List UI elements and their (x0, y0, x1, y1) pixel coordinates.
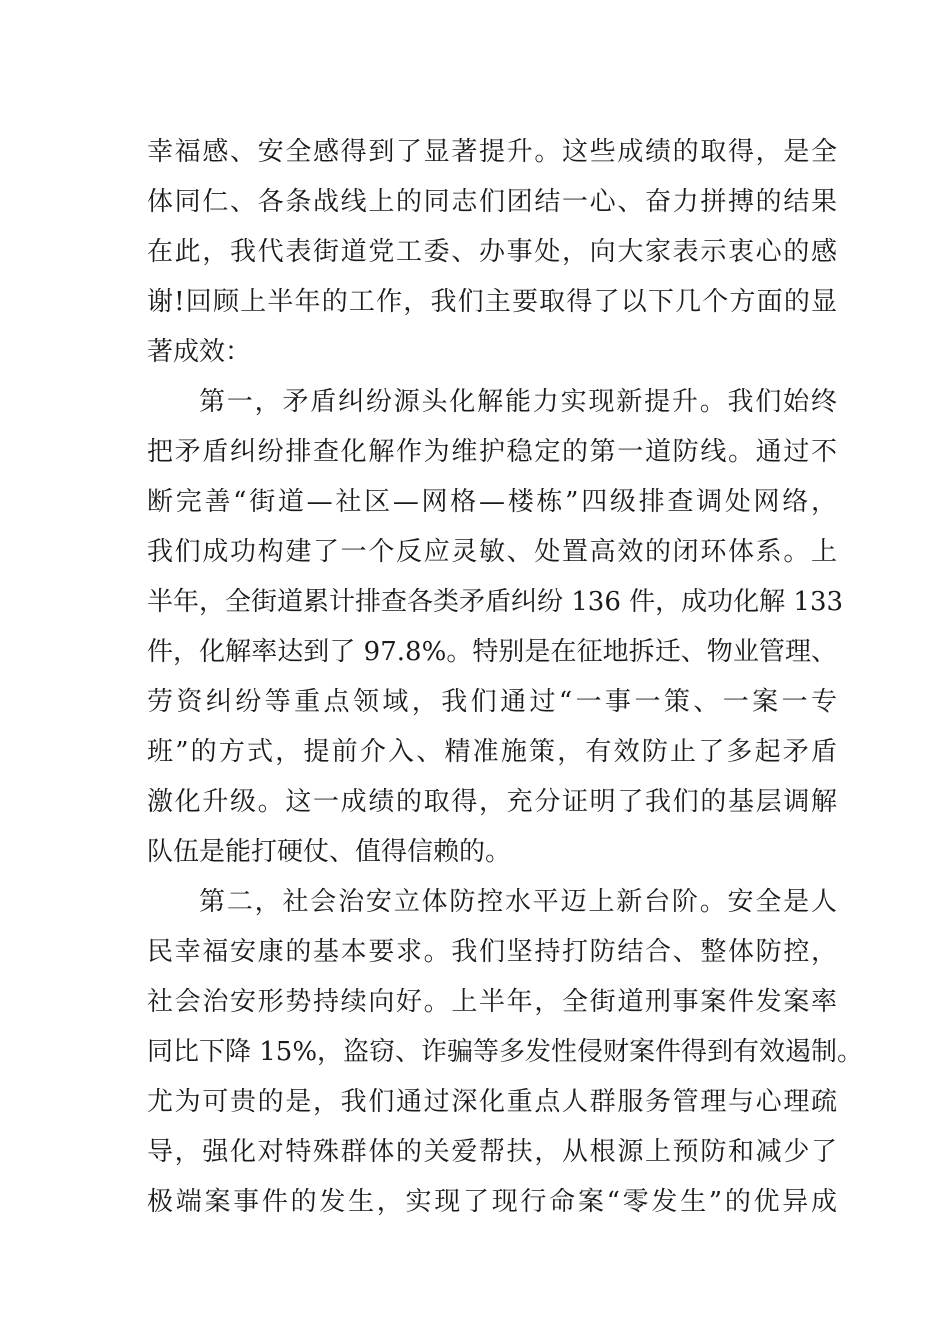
paragraph-start-line: 第一，矛盾纠纷源头化解能力实现新提升。我们始终 (199, 387, 837, 417)
body-text (147, 127, 864, 1227)
text-line: 在此，我代表街道党工委、办事处，向大家表示衷心的感 (147, 237, 837, 267)
paragraph-start-line: 第二，社会治安立体防控水平迈上新台阶。安全是人 (199, 887, 837, 917)
text-line: 把矛盾纠纷排查化解作为维护稳定的第一道防线。通过不 (147, 437, 837, 467)
text-line: 尤为可贵的是，我们通过深化重点人群服务管理与心理疏 (147, 1087, 837, 1117)
text-line: 断完善“街道—社区—网格—楼栋”四级排查调处网络， (147, 487, 837, 517)
text-line: 劳资纠纷等重点领域，我们通过“一事一策、一案一专 (147, 687, 837, 717)
text-line: 谢!回顾上半年的工作，我们主要取得了以下几个方面的显 (147, 287, 837, 317)
text-line: 件，化解率达到了 97.8%。特别是在征地拆迁、物业管理、 (147, 637, 837, 667)
text-line: 著成效： (147, 337, 252, 367)
text-line: 幸福感、安全感得到了显著提升。这些成绩的取得，是全 (147, 137, 837, 167)
text-line: 我们成功构建了一个反应灵敏、处置高效的闭环体系。上 (147, 537, 837, 567)
text-line: 导，强化对特殊群体的关爱帮扶，从根源上预防和减少了 (147, 1137, 837, 1167)
text-line: 极端案事件的发生，实现了现行命案“零发生”的优异成 (147, 1187, 837, 1217)
text-line: 民幸福安康的基本要求。我们坚持打防结合、整体防控， (147, 937, 837, 967)
text-line: 激化升级。这一成绩的取得，充分证明了我们的基层调解 (147, 787, 837, 817)
text-line: 体同仁、各条战线上的同志们团结一心、奋力拼搏的结果 (147, 187, 837, 217)
text-line: 班”的方式，提前介入、精准施策，有效防止了多起矛盾 (147, 737, 837, 767)
text-line: 队伍是能打硬仗、值得信赖的。 (147, 837, 512, 867)
text-line: 同比下降 15%，盗窃、诈骗等多发性侵财案件得到有效遏制。 (147, 1037, 864, 1067)
text-line: 社会治安形势持续向好。上半年，全街道刑事案件发案率 (147, 987, 837, 1017)
text-line: 半年，全街道累计排查各类矛盾纠纷 136 件，成功化解 133 (147, 587, 844, 617)
